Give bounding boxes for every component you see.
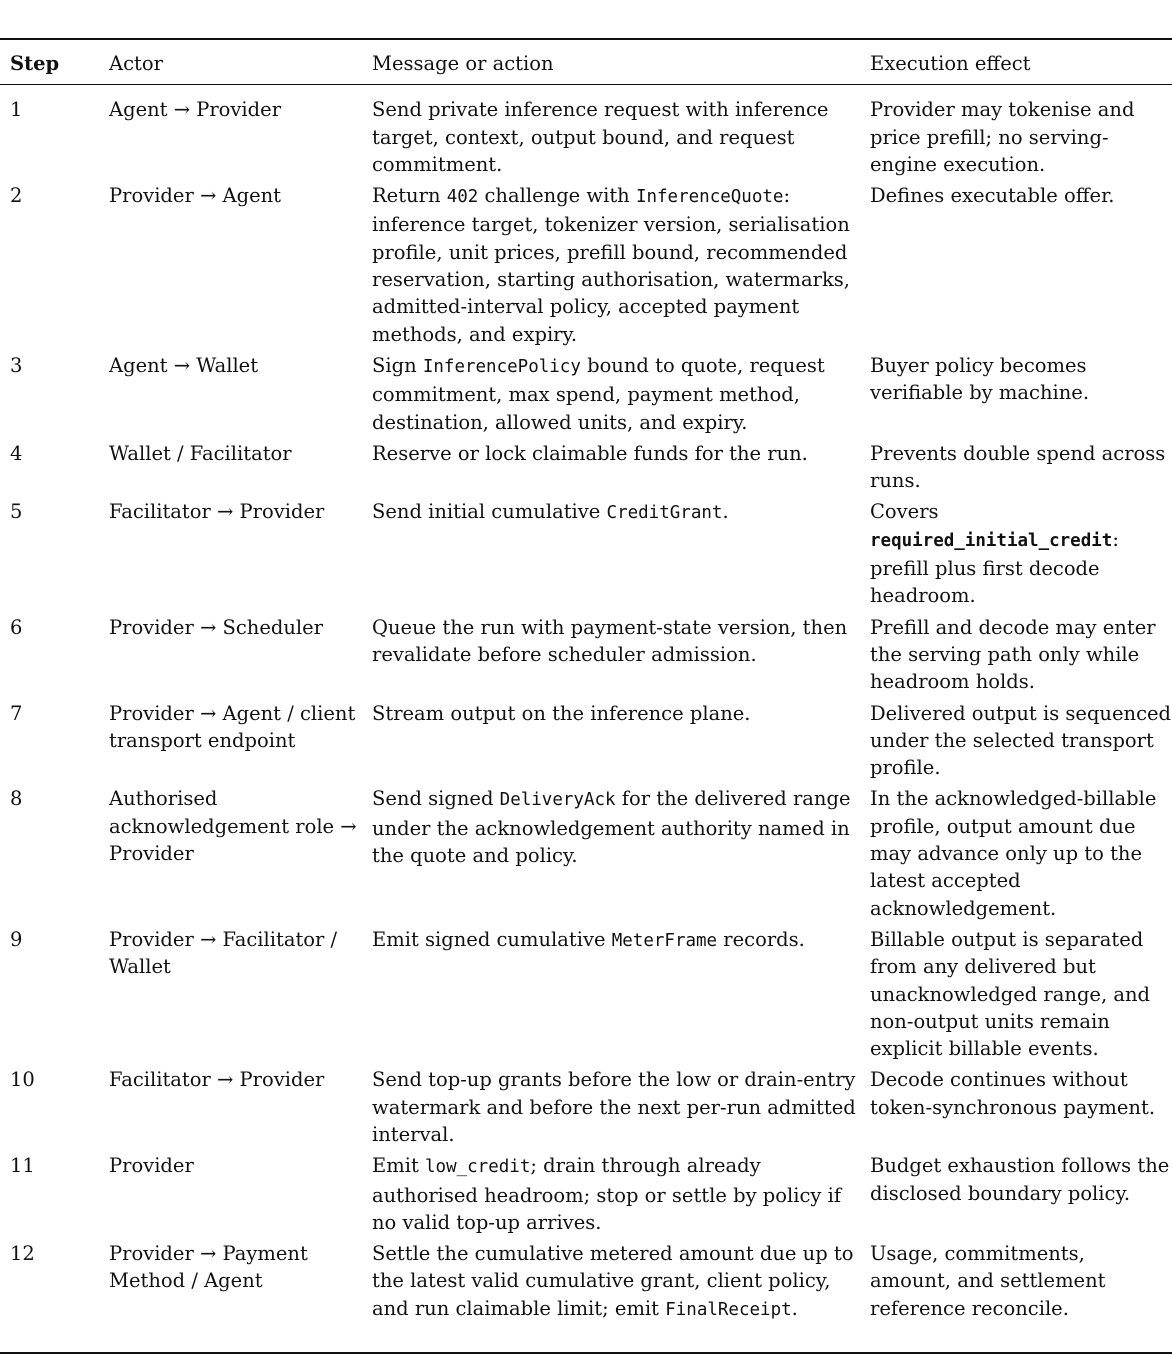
code-term: InferencePolicy bbox=[422, 356, 581, 377]
step-message bbox=[362, 1240, 860, 1328]
step-message bbox=[362, 440, 860, 499]
step-message bbox=[362, 86, 860, 182]
text-segment: . bbox=[791, 1296, 798, 1320]
text-segment: Emit signed cumulative bbox=[372, 927, 612, 951]
step-number: 12 bbox=[10, 1242, 35, 1266]
step-effect bbox=[860, 700, 1172, 786]
step-effect bbox=[860, 352, 1172, 440]
step-effect bbox=[860, 440, 1172, 499]
text-segment: Covers bbox=[870, 500, 939, 524]
text-segment: for the delivered range under the acknowledgement authority named in the quote and policy. bbox=[372, 787, 851, 868]
step-number: 2 bbox=[10, 184, 23, 208]
code-term: InferenceQuote bbox=[635, 187, 784, 208]
text-segment: Send private inference request with inference target, context, output bound, and request commitment. bbox=[372, 98, 829, 176]
text-segment: In the acknowledged-billable profile, output amount due may advance only up to the latest accepted acknowledgement. bbox=[870, 787, 1157, 920]
header-step: Step bbox=[10, 52, 60, 75]
code-term: FinalReceipt bbox=[665, 1299, 792, 1320]
step-message bbox=[362, 498, 860, 613]
table-header bbox=[0, 40, 1172, 86]
step-effect bbox=[860, 1240, 1172, 1328]
step-message bbox=[362, 1066, 860, 1152]
text-segment: bound to quote, request commitment, max spend, payment method, destination, allowed units, and expiry. bbox=[372, 353, 825, 434]
text-segment: Prefill and decode may enter the serving path only while headroom holds. bbox=[870, 615, 1156, 694]
text-segment: Return bbox=[372, 184, 447, 208]
step-message bbox=[362, 785, 860, 925]
text-segment: Queue the run with payment-state version, then revalidate before scheduler admission. bbox=[372, 615, 848, 666]
step-actor: Facilitator → Provider bbox=[109, 1068, 325, 1092]
protocol-steps-table bbox=[0, 40, 1172, 1328]
table-row bbox=[0, 700, 1172, 786]
step-actor: Provider → Facilitator / Wallet bbox=[109, 927, 338, 979]
table-body bbox=[0, 86, 1172, 1328]
step-actor: Wallet / Facilitator bbox=[109, 441, 292, 465]
code-term: CreditGrant bbox=[606, 503, 723, 524]
code-term: DeliveryAck bbox=[499, 790, 616, 811]
step-message bbox=[362, 352, 860, 440]
table-row bbox=[0, 1240, 1172, 1328]
step-message bbox=[362, 926, 860, 1066]
step-actor: Provider bbox=[109, 1154, 194, 1178]
text-segment: Usage, commitments, amount, and settlement reference reconcile. bbox=[870, 1242, 1106, 1320]
step-actor: Provider → Payment Method / Agent bbox=[109, 1242, 308, 1293]
text-segment: Reserve or lock claimable funds for the run. bbox=[372, 441, 808, 465]
text-segment: Provider may tokenise and price prefill; no serving-engine execution. bbox=[870, 98, 1135, 176]
text-segment: . bbox=[722, 500, 729, 524]
text-segment: Settle the cumulative metered amount due up to the latest valid cumulative grant, client policy, and run claimable limit; emit bbox=[372, 1242, 854, 1320]
step-actor: Provider → Agent / client transport endpoint bbox=[109, 701, 356, 752]
step-message bbox=[362, 700, 860, 786]
table-bottom-rule bbox=[0, 1352, 1172, 1354]
step-number: 9 bbox=[10, 927, 23, 951]
table-row bbox=[0, 1066, 1172, 1152]
step-actor: Provider → Agent bbox=[109, 184, 282, 208]
step-message bbox=[362, 614, 860, 700]
header-effect: Execution effect bbox=[870, 52, 1031, 75]
text-segment: Delivered output is sequenced under the selected transport profile. bbox=[870, 701, 1172, 780]
step-number: 11 bbox=[10, 1154, 35, 1178]
step-actor: Facilitator → Provider bbox=[109, 500, 325, 524]
text-segment: ; drain through already authorised headroom; stop or settle by policy if no valid top-up arrives. bbox=[372, 1154, 842, 1234]
text-segment: Send top-up grants before the low or drain-entry watermark and before the next per-run admitted interval. bbox=[372, 1068, 856, 1146]
text-segment: Billable output is separated from any delivered but unacknowledged range, and non-output units remain explicit billable events. bbox=[870, 927, 1151, 1061]
step-actor: Agent → Provider bbox=[109, 98, 282, 122]
code-term: required_initial_credit bbox=[870, 530, 1113, 551]
table-row bbox=[0, 86, 1172, 182]
text-segment: Emit bbox=[372, 1154, 425, 1178]
step-number: 6 bbox=[10, 615, 23, 639]
text-segment: Prevents double spend across runs. bbox=[870, 441, 1166, 493]
code-term: MeterFrame bbox=[611, 930, 718, 951]
text-segment: Defines executable offer. bbox=[870, 184, 1115, 208]
step-effect bbox=[860, 785, 1172, 925]
step-effect bbox=[860, 926, 1172, 1066]
step-message bbox=[362, 182, 860, 352]
step-number: 4 bbox=[10, 441, 23, 465]
text-segment: Buyer policy becomes verifiable by machine. bbox=[870, 353, 1090, 405]
step-effect bbox=[860, 1152, 1172, 1240]
text-segment: Send signed bbox=[372, 787, 500, 811]
text-segment: Send initial cumulative bbox=[372, 500, 607, 524]
table-row bbox=[0, 1152, 1172, 1240]
text-segment: : prefill plus first decode headroom. bbox=[870, 527, 1119, 608]
table-row bbox=[0, 926, 1172, 1066]
table-row bbox=[0, 440, 1172, 499]
step-number: 3 bbox=[10, 353, 23, 377]
text-segment: records. bbox=[717, 927, 805, 951]
table-row bbox=[0, 182, 1172, 352]
header-message: Message or action bbox=[372, 52, 554, 75]
step-effect bbox=[860, 614, 1172, 700]
step-actor: Authorised acknowledgement role → Provider bbox=[109, 787, 357, 866]
table-row bbox=[0, 785, 1172, 925]
text-segment: Sign bbox=[372, 353, 423, 377]
table-row bbox=[0, 352, 1172, 440]
step-effect bbox=[860, 498, 1172, 613]
step-number: 1 bbox=[10, 98, 23, 122]
table-row bbox=[0, 498, 1172, 613]
table-row bbox=[0, 614, 1172, 700]
step-actor: Agent → Wallet bbox=[109, 353, 259, 377]
code-term: low_credit bbox=[425, 1157, 531, 1178]
text-segment: Budget exhaustion follows the disclosed boundary policy. bbox=[870, 1154, 1170, 1205]
step-effect bbox=[860, 86, 1172, 182]
code-term: 402 bbox=[446, 187, 479, 208]
step-actor: Provider → Scheduler bbox=[109, 615, 324, 639]
step-number: 10 bbox=[10, 1068, 35, 1092]
text-segment: Decode continues without token-synchronous payment. bbox=[870, 1068, 1156, 1119]
step-effect bbox=[860, 1066, 1172, 1152]
step-number: 7 bbox=[10, 701, 23, 725]
header-actor: Actor bbox=[109, 52, 163, 75]
step-effect bbox=[860, 182, 1172, 352]
text-segment: : inference target, tokenizer version, serialisation profile, unit prices, prefill bound, recommended reservation, starting authorisation, watermarks, admitted-interval policy, accepted payment methods, and expiry. bbox=[372, 184, 850, 346]
text-segment: challenge with bbox=[478, 184, 636, 208]
text-segment: Stream output on the inference plane. bbox=[372, 701, 751, 725]
step-message bbox=[362, 1152, 860, 1240]
header-row bbox=[0, 40, 1172, 86]
step-number: 5 bbox=[10, 500, 23, 524]
step-number: 8 bbox=[10, 787, 23, 811]
